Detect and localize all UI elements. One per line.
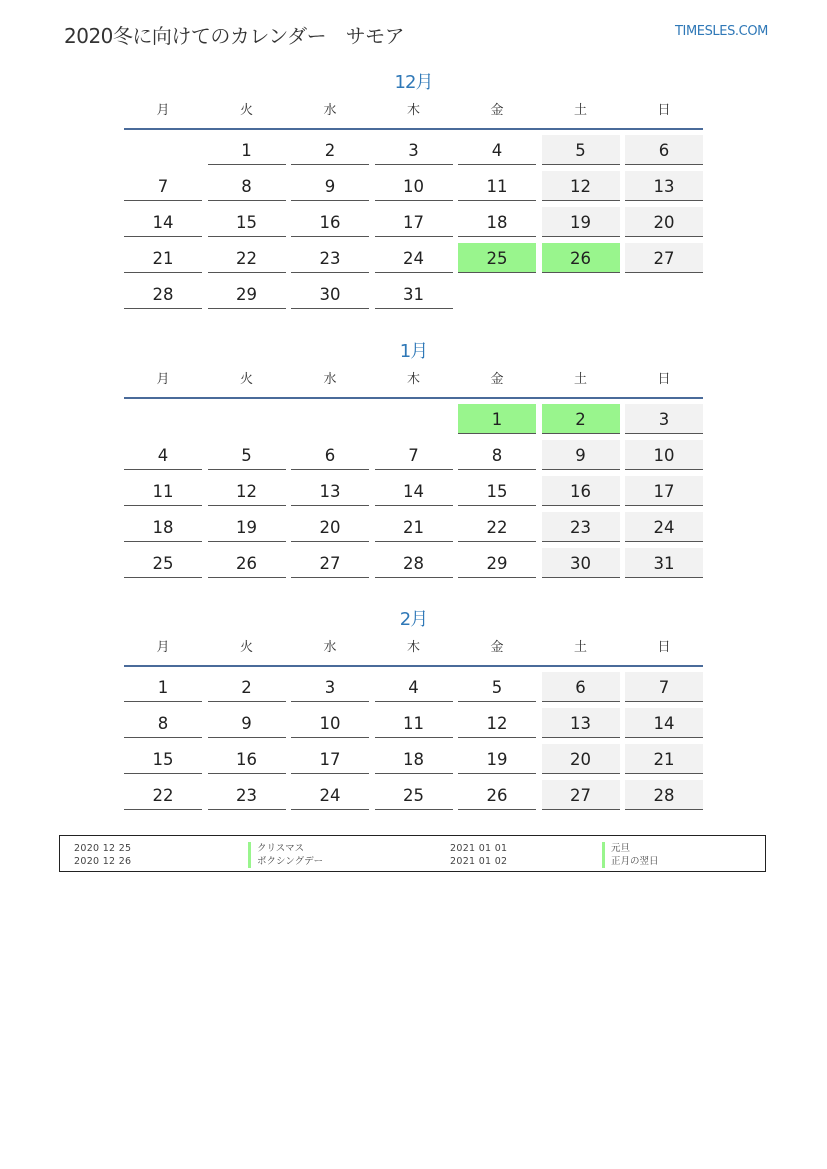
day-cell: 30 [542,548,620,578]
day-cell: 25 [124,548,202,578]
day-cell: 16 [542,476,620,506]
day-cell: 10 [375,171,453,201]
day-cell: 6 [542,672,620,702]
day-cell: 16 [291,207,369,237]
weekday-header [124,633,703,663]
weekday-label: 木 [406,372,420,387]
legend-holiday-name: 正月の翌日 [602,855,659,868]
weekday-label: 金 [490,640,504,655]
day-cell: 26 [542,243,620,273]
day-cell: 21 [124,243,202,273]
day-cell: 17 [625,476,703,506]
day-cell: 9 [208,708,286,738]
day-cell: 28 [625,780,703,810]
day-cell: 12 [208,476,286,506]
day-cell: 11 [375,708,453,738]
day-cell: 19 [208,512,286,542]
day-cell: 18 [124,512,202,542]
day-cell: 15 [124,744,202,774]
weekday-label: 月 [156,103,170,118]
day-cell: 30 [291,279,369,309]
day-cell: 4 [375,672,453,702]
day-cell: 9 [291,171,369,201]
day-cell: 5 [542,135,620,165]
legend-date: 2021 01 02 [450,856,508,867]
day-cell: 20 [542,744,620,774]
weekday-label: 木 [406,103,420,118]
day-cell: 8 [458,440,536,470]
day-cell: 2 [542,404,620,434]
header-rule [124,128,703,130]
day-cell: 21 [375,512,453,542]
day-cell: 19 [458,744,536,774]
day-cell: 28 [124,279,202,309]
day-cell: 10 [625,440,703,470]
weekday-header [124,96,703,126]
weekday-label: 金 [490,372,504,387]
day-cell: 18 [458,207,536,237]
weekday-header [124,365,703,395]
header-rule [124,665,703,667]
day-cell: 29 [208,279,286,309]
day-cell: 25 [375,780,453,810]
day-cell: 23 [542,512,620,542]
legend-date: 2020 12 25 [74,843,132,854]
day-cell: 17 [291,744,369,774]
day-cell: 26 [458,780,536,810]
day-cell: 6 [291,440,369,470]
day-cell: 10 [291,708,369,738]
holiday-legend [59,835,766,872]
day-cell: 14 [625,708,703,738]
day-cell: 7 [625,672,703,702]
month-title: 1月 [399,341,428,362]
day-cell: 25 [458,243,536,273]
day-cell: 1 [458,404,536,434]
weekday-label: 土 [573,372,587,387]
day-cell: 31 [625,548,703,578]
legend-holiday-name: クリスマス [248,842,304,855]
day-cell: 4 [124,440,202,470]
day-cell: 9 [542,440,620,470]
weekday-label: 水 [323,103,337,118]
day-cell: 29 [458,548,536,578]
day-cell: 4 [458,135,536,165]
day-cell: 20 [625,207,703,237]
weekday-label: 火 [239,372,253,387]
day-cell: 13 [542,708,620,738]
day-cell: 18 [375,744,453,774]
day-cell: 5 [458,672,536,702]
weekday-label: 水 [323,372,337,387]
legend-date: 2020 12 26 [74,856,132,867]
weekday-label: 水 [323,640,337,655]
day-cell: 22 [208,243,286,273]
day-cell: 14 [375,476,453,506]
day-cell: 27 [625,243,703,273]
day-cell: 2 [208,672,286,702]
month-title: 2月 [399,609,428,630]
day-cell: 13 [291,476,369,506]
day-cell: 12 [458,708,536,738]
day-cell: 3 [625,404,703,434]
day-cell: 24 [291,780,369,810]
weekday-label: 土 [573,103,587,118]
day-cell: 3 [291,672,369,702]
legend-date: 2021 01 01 [450,843,508,854]
day-cell: 5 [208,440,286,470]
month-block [124,607,703,805]
day-cell: 7 [375,440,453,470]
weekday-label: 月 [156,640,170,655]
month-block [124,70,703,304]
day-cell: 23 [208,780,286,810]
day-cell: 24 [375,243,453,273]
month-block [124,339,703,573]
day-cell: 22 [458,512,536,542]
day-cell: 6 [625,135,703,165]
day-cell: 15 [458,476,536,506]
day-cell: 8 [208,171,286,201]
day-cell: 17 [375,207,453,237]
day-cell: 19 [542,207,620,237]
day-cell: 31 [375,279,453,309]
day-cell: 13 [625,171,703,201]
weekday-label: 日 [657,640,671,655]
day-cell: 22 [124,780,202,810]
weekday-label: 火 [239,640,253,655]
day-cell: 14 [124,207,202,237]
weekday-label: 土 [573,640,587,655]
day-cell: 24 [625,512,703,542]
day-cell: 20 [291,512,369,542]
day-cell: 12 [542,171,620,201]
day-cell: 2 [291,135,369,165]
day-cell: 26 [208,548,286,578]
day-cell: 1 [208,135,286,165]
weekday-label: 火 [239,103,253,118]
site-link[interactable]: TIMESLES.COM [674,24,768,39]
day-cell: 23 [291,243,369,273]
header-rule [124,397,703,399]
day-cell: 27 [291,548,369,578]
day-cell: 28 [375,548,453,578]
day-cell: 27 [542,780,620,810]
day-cell: 7 [124,171,202,201]
legend-holiday-name: ボクシングデー [248,855,323,868]
day-cell: 11 [124,476,202,506]
weekday-label: 木 [406,640,420,655]
day-cell: 1 [124,672,202,702]
day-cell: 8 [124,708,202,738]
weekday-label: 日 [657,103,671,118]
month-title: 12月 [394,72,433,93]
weekday-label: 金 [490,103,504,118]
day-cell: 15 [208,207,286,237]
page-title: 2020冬に向けてのカレンダー サモア [64,24,405,48]
day-cell: 21 [625,744,703,774]
weekday-label: 日 [657,372,671,387]
legend-holiday-name: 元旦 [602,842,630,855]
day-cell: 11 [458,171,536,201]
day-cell: 16 [208,744,286,774]
weekday-label: 月 [156,372,170,387]
day-cell: 3 [375,135,453,165]
